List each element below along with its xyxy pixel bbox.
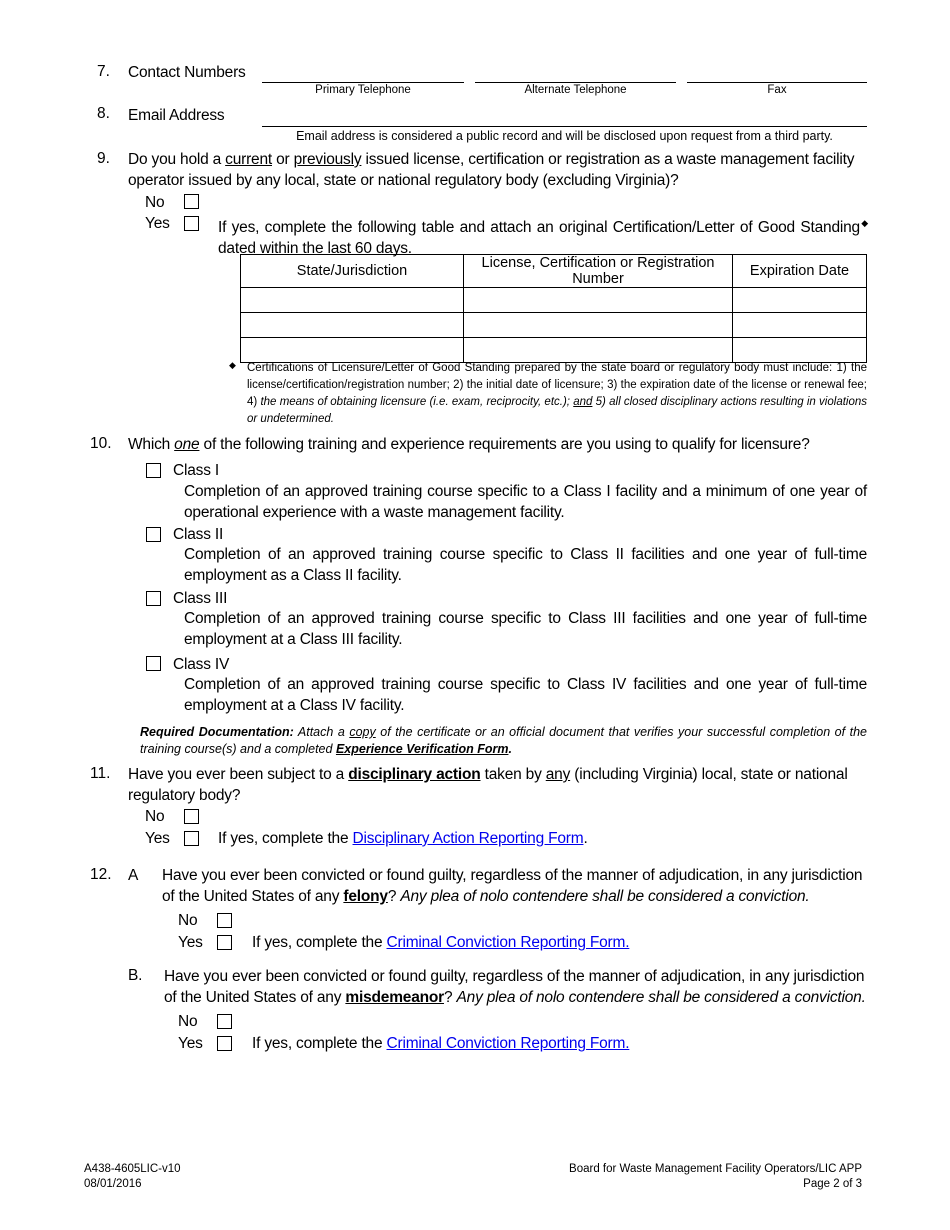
footer-right	[569, 1162, 862, 1192]
q11-no-checkbox[interactable]	[184, 809, 199, 824]
email-note: Email address is considered a public record and will be disclosed upon request from a third party.	[296, 129, 833, 143]
table-cell[interactable]	[733, 313, 867, 338]
table-cell[interactable]	[464, 288, 733, 313]
alternate-telephone-caption: Alternate Telephone	[524, 84, 627, 96]
q10-question: Which one of the following training and experience requirements are you using to qualify for licensure?	[128, 436, 810, 453]
q12b-letter: B.	[128, 967, 143, 984]
class-iii-checkbox[interactable]	[146, 591, 161, 606]
class-iii-description: Completion of an approved training course specific to Class III facilities and one year of full-time employment at a Class III facility.	[184, 610, 867, 648]
alternate-telephone-input[interactable]	[475, 82, 676, 83]
q12b-no-label: No	[178, 1013, 198, 1030]
q12a-yes-instruction: If yes, complete the Criminal Conviction Reporting Form.	[252, 934, 630, 951]
q11-yes-checkbox[interactable]	[184, 831, 199, 846]
table-cell[interactable]	[464, 338, 733, 363]
q9-no-label: No	[145, 194, 165, 211]
table-cell[interactable]	[241, 338, 464, 363]
q7-label: Contact Numbers	[128, 64, 246, 81]
q9-yes-label: Yes	[145, 215, 170, 232]
table-row	[241, 338, 867, 363]
q8-label: Email Address	[128, 107, 225, 124]
required-documentation: Required Documentation: Attach a copy of the certificate or an official document that verifies your successful completion of the training course(s) and a completed Experience Verification Form.	[140, 725, 868, 756]
license-table	[240, 254, 867, 363]
q8-number: 8.	[97, 105, 110, 122]
class-iv-description: Completion of an approved training course specific to Class IV facilities and one year of full-time employment at a Class IV facility.	[184, 676, 867, 714]
q12a-yes-checkbox[interactable]	[217, 935, 232, 950]
q12b-yes-label: Yes	[178, 1035, 203, 1052]
q12a-yes-label: Yes	[178, 934, 203, 951]
email-input[interactable]	[262, 126, 867, 127]
table-header: State/Jurisdiction	[241, 255, 464, 288]
q9-yes-checkbox[interactable]	[184, 216, 199, 231]
class-iii-label: Class III	[173, 590, 228, 607]
q12-number: 12.	[90, 866, 112, 883]
diamond-bullet-icon: ◆	[229, 360, 236, 370]
footer-left	[84, 1162, 181, 1192]
table-cell[interactable]	[464, 313, 733, 338]
q9-question: Do you hold a current or previously issued license, certification or registration as a waste management facility operator issued by any local, state or national regulatory body (excluding Virginia)?	[128, 151, 855, 189]
class-i-checkbox[interactable]	[146, 463, 161, 478]
class-i-label: Class I	[173, 462, 219, 479]
q7-number: 7.	[97, 63, 110, 80]
fax-caption: Fax	[767, 84, 787, 96]
table-header: License, Certification or Registration Number	[464, 255, 733, 288]
q12a-question: Have you ever been convicted or found guilty, regardless of the manner of adjudication, in any jurisdiction of the United States of any felony? Any plea of nolo contendere shall be considered a conviction.	[162, 867, 863, 905]
q11-number: 11.	[90, 765, 111, 782]
table-cell[interactable]	[733, 288, 867, 313]
form-date: 08/01/2016	[84, 1178, 142, 1190]
class-ii-description: Completion of an approved training course specific to Class II facilities and one year of full-time employment as a Class II facility.	[184, 546, 867, 584]
q12a-no-label: No	[178, 912, 198, 929]
q12a-no-checkbox[interactable]	[217, 913, 232, 928]
class-i-description: Completion of an approved training course specific to a Class I facility and a minimum of one year of operational experience with a waste management facility.	[184, 483, 867, 521]
experience-verification-form-link[interactable]: Experience Verification Form	[335, 742, 509, 756]
q12b-yes-instruction: If yes, complete the Criminal Conviction Reporting Form.	[252, 1035, 630, 1052]
q9-footnote: Certifications of Licensure/Letter of Good Standing prepared by the state board or regulatory body must include: 1) the license/certification/registration number; 2) the initial date of licensure; 3) the expiration date of the license or renewal fee; 4) the means of obtaining licensure (i.e. exam, reciprocity, etc.); and 5) all closed disciplinary actions resulting in violations or undetermined.	[247, 362, 868, 425]
q11-no-label: No	[145, 808, 165, 825]
table-row	[241, 313, 867, 338]
disciplinary-action-form-link[interactable]: Disciplinary Action Reporting Form	[352, 830, 584, 847]
q10-number: 10.	[90, 435, 112, 452]
primary-telephone-input[interactable]	[262, 82, 464, 83]
q9-no-checkbox[interactable]	[184, 194, 199, 209]
class-iv-label: Class IV	[173, 656, 230, 673]
form-id: A438-4605LIC-v10	[84, 1163, 181, 1175]
class-ii-checkbox[interactable]	[146, 527, 161, 542]
criminal-conviction-form-link[interactable]: Criminal Conviction Reporting Form.	[386, 934, 630, 951]
q11-question: Have you ever been subject to a disciplinary action taken by any (including Virginia) local, state or national regulatory body?	[128, 766, 848, 804]
class-iv-checkbox[interactable]	[146, 656, 161, 671]
class-ii-label: Class II	[173, 526, 224, 543]
table-cell[interactable]	[241, 288, 464, 313]
q12b-no-checkbox[interactable]	[217, 1014, 232, 1029]
q11-yes-label: Yes	[145, 830, 170, 847]
criminal-conviction-form-link[interactable]: Criminal Conviction Reporting Form.	[386, 1035, 630, 1052]
q11-yes-instruction: If yes, complete the Disciplinary Action Reporting Form.	[218, 830, 588, 847]
q12a-letter: A	[128, 867, 139, 884]
q9-number: 9.	[97, 150, 110, 167]
table-cell[interactable]	[241, 313, 464, 338]
primary-telephone-caption: Primary Telephone	[315, 84, 411, 96]
q12b-question: Have you ever been convicted or found guilty, regardless of the manner of adjudication, in any jurisdiction of the United States of any misdemeanor? Any plea of nolo contendere shall be considered a conviction.	[164, 968, 866, 1006]
table-cell[interactable]	[733, 338, 867, 363]
q9-yes-instruction: If yes, complete the following table and attach an original Certification/Letter of Good Standing◆ dated within the last 60 days.	[218, 218, 868, 258]
q12b-yes-checkbox[interactable]	[217, 1036, 232, 1051]
page-number: Page 2 of 3	[803, 1178, 862, 1190]
table-header: Expiration Date	[733, 255, 867, 288]
board-name: Board for Waste Management Facility Operators/LIC APP	[569, 1163, 862, 1175]
fax-input[interactable]	[687, 82, 867, 83]
table-row	[241, 288, 867, 313]
